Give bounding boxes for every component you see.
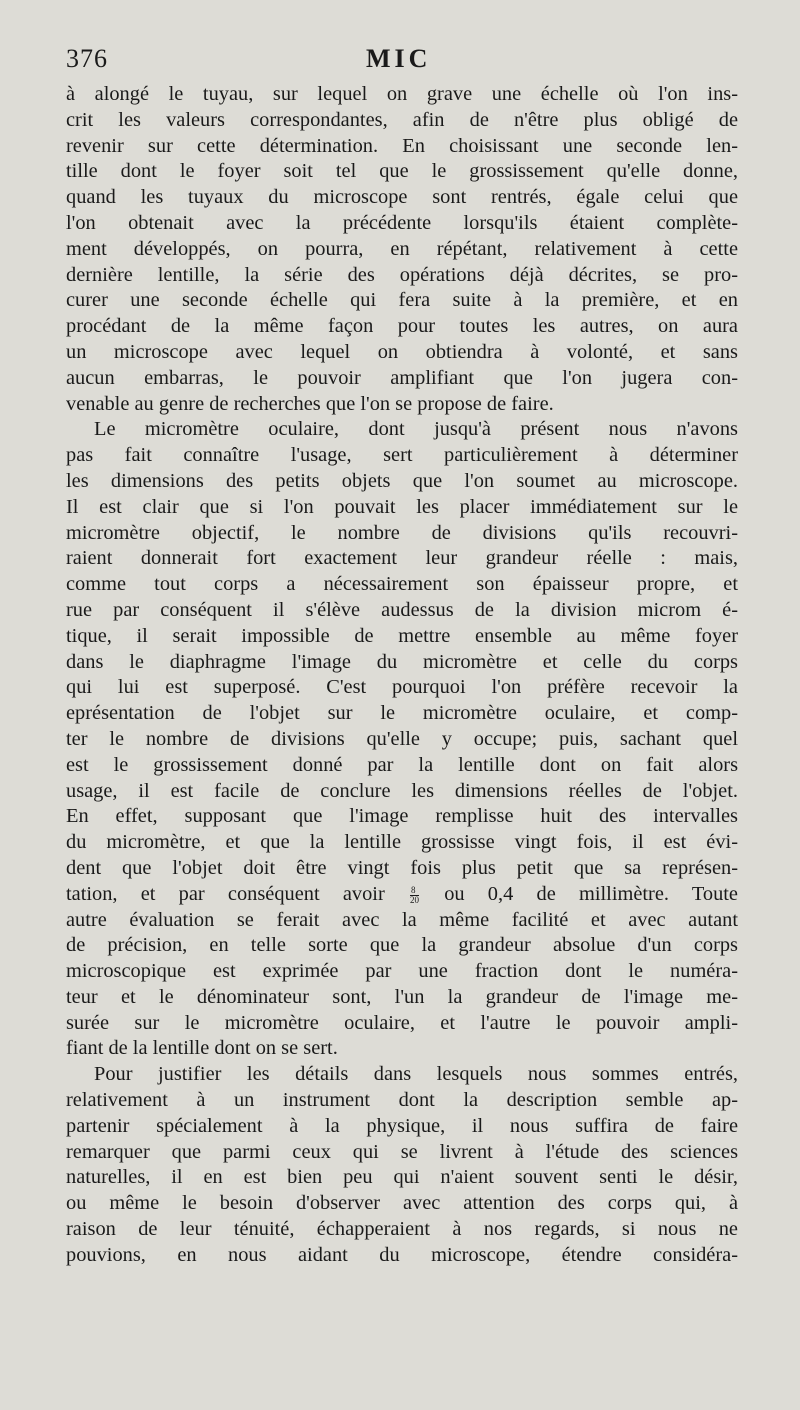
fraction-numerator: 8 <box>410 886 419 896</box>
text-fragment: tation, et par conséquent avoir <box>66 882 385 905</box>
text-line: un microscope avec lequel on obtiendra à volonté, et sans <box>66 340 738 363</box>
text-line: Il est clair que si l'on pouvait les placer immédiatement sur le <box>66 495 738 518</box>
text-line: ou même le besoin d'observer avec attention des corps qui, à <box>66 1192 738 1215</box>
text-line: revenir sur cette détermination. En choisissant une seconde len- <box>66 134 738 157</box>
text-line: quand les tuyaux du microscope sont rentrés, égale celui que <box>66 186 738 209</box>
text-line: curer une seconde échelle qui fera suite à la première, et en <box>66 289 738 312</box>
text-line: venable au genre de recherches que l'on se propose de faire. <box>66 392 554 415</box>
text-fragment: ou 0,4 de millimètre. Toute <box>444 882 738 905</box>
text-line: autre évaluation se ferait avec la même facilité et avec autant <box>66 908 738 931</box>
text-line: usage, il est facile de conclure les dimensions réelles de l'objet. <box>66 779 738 802</box>
fraction-denominator: 20 <box>409 894 419 905</box>
text-line: fiant de la lentille dont on se sert. <box>66 1037 338 1060</box>
paragraph <box>66 417 738 1062</box>
text-line: ter le nombre de divisions qu'elle y occupe; puis, sachant quel <box>66 727 738 750</box>
text-line: aucun embarras, le pouvoir amplifiant que l'on jugera con- <box>66 366 738 389</box>
body-text <box>66 82 738 1269</box>
text-line: rue par conséquent il s'élève audessus de la division microm é- <box>66 598 738 621</box>
text-line: micromètre objectif, le nombre de divisions qu'ils recouvri- <box>66 521 738 544</box>
text-line: l'on obtenait avec la précédente lorsqu'ils étaient complète- <box>66 211 738 234</box>
text-line-with-fraction <box>66 882 738 908</box>
text-line: tille dont le foyer soit tel que le grossissement qu'elle donne, <box>66 160 738 183</box>
text-line: qui lui est superposé. C'est pourquoi l'on préfère recevoir la <box>66 676 738 699</box>
running-head: MIC <box>366 44 432 73</box>
text-line: dent que l'objet doit être vingt fois plus petit que sa représen- <box>66 856 738 879</box>
text-line: remarquer que parmi ceux qui se livrent à l'étude des sciences <box>66 1140 738 1163</box>
text-line: à alongé le tuyau, sur lequel on grave une échelle où l'on ins- <box>66 83 738 105</box>
text-line: Pour justifier les détails dans lesquels nous sommes entrés, <box>94 1063 738 1086</box>
text-line: procédant de la même façon pour toutes les autres, on aura <box>66 315 738 338</box>
text-line: raison de leur ténuité, échapperaient à nos regards, si nous ne <box>66 1218 738 1241</box>
text-line: de précision, en telle sorte que la grandeur absolue d'un corps <box>66 934 738 957</box>
text-line: comme tout corps a nécessairement son épaisseur propre, et <box>66 573 738 596</box>
text-line: naturelles, il en est bien peu qui n'aient souvent senti le désir, <box>66 1166 738 1189</box>
text-line: est le grossissement donné par la lentille dont on fait alors <box>66 753 738 776</box>
text-line: tique, il serait impossible de mettre ensemble au même foyer <box>66 624 738 647</box>
text-line: les dimensions des petits objets que l'on soumet au microscope. <box>66 469 738 492</box>
page-number: 376 <box>66 44 108 73</box>
text-line: surée sur le micromètre oculaire, et l'autre le pouvoir ampli- <box>66 1011 738 1034</box>
page-header <box>66 44 742 78</box>
paragraph <box>66 1062 738 1268</box>
text-line: eprésentation de l'objet sur le micromètre oculaire, et comp- <box>66 702 738 725</box>
text-line: du micromètre, et que la lentille grossisse vingt fois, il est évi- <box>66 831 738 854</box>
text-line: crit les valeurs correspondantes, afin de n'être plus obligé de <box>66 108 738 131</box>
text-line: Le micromètre oculaire, dont jusqu'à présent nous n'avons <box>94 418 738 441</box>
text-line: pouvions, en nous aidant du microscope, étendre considéra- <box>66 1243 738 1266</box>
text-line: dans le diaphragme l'image du micromètre et celle du corps <box>66 650 738 673</box>
text-line: En effet, supposant que l'image remplisse huit des intervalles <box>66 805 738 828</box>
text-line: relativement à un instrument dont la description semble ap- <box>66 1089 738 1112</box>
text-line: teur et le dénominateur sont, l'un la grandeur de l'image me- <box>66 985 738 1008</box>
text-line: pas fait connaître l'usage, sert particulièrement à déterminer <box>66 444 738 467</box>
text-line: partenir spécialement à la physique, il nous suffira de faire <box>66 1114 738 1137</box>
text-line: ment développés, on pourra, en répétant, relativement à cette <box>66 237 738 260</box>
fraction <box>410 886 419 905</box>
text-line: dernière lentille, la série des opérations déjà décrites, se pro- <box>66 263 738 286</box>
text-line: raient donnerait fort exactement leur grandeur réelle : mais, <box>66 547 738 570</box>
text-line: microscopique est exprimée par une fraction dont le numéra- <box>66 960 738 983</box>
paragraph <box>66 82 738 417</box>
